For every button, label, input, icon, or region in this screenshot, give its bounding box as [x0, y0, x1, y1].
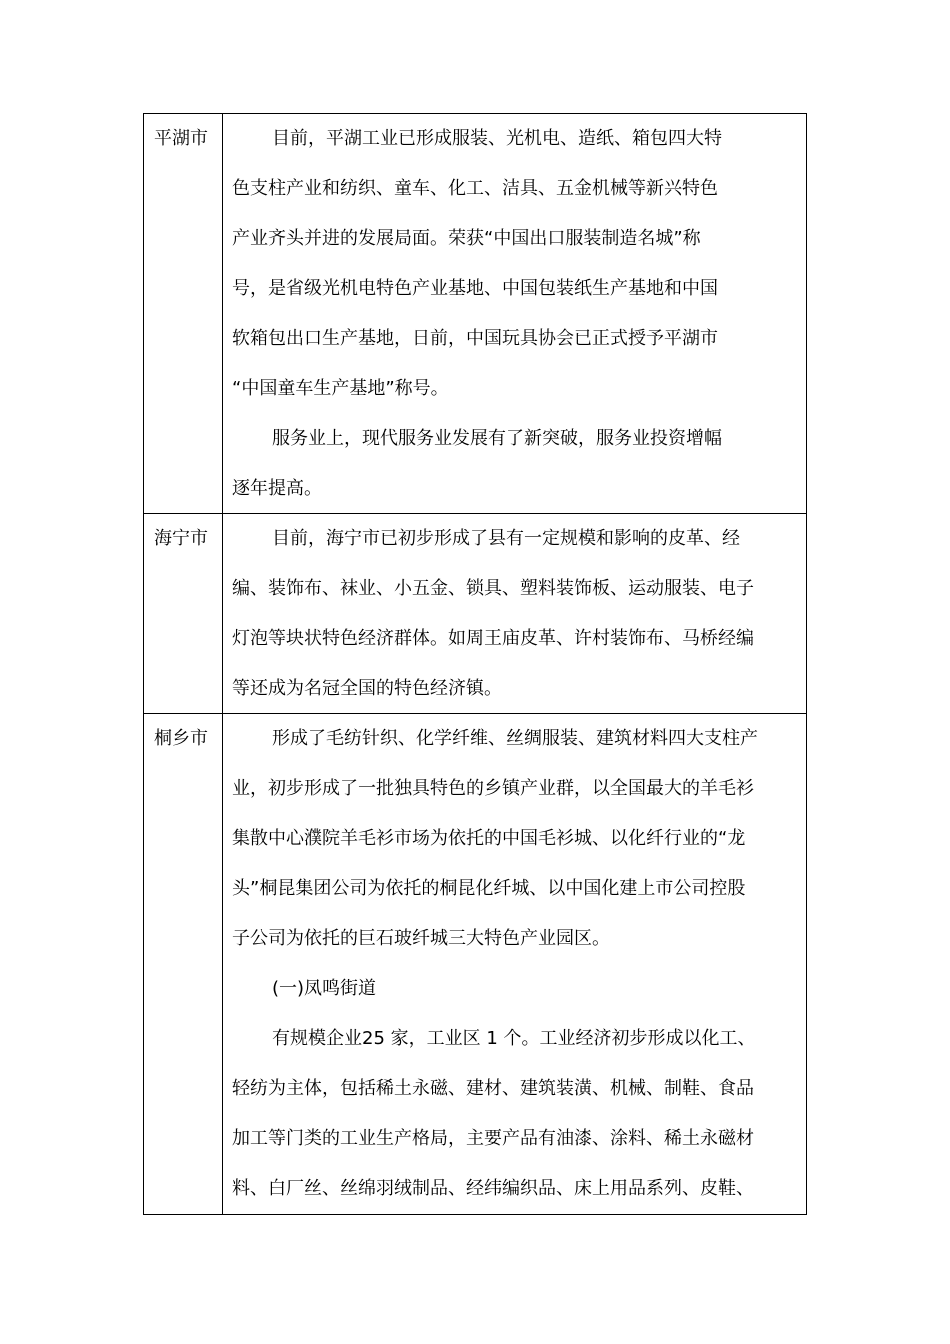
- paragraph-line: 编、装饰布、袜业、小五金、锁具、塑料装饰板、运动服装、电子: [232, 578, 754, 599]
- paragraph-line: 产业齐头并进的发展局面。荣获“中国出口服装制造名城”称: [232, 228, 701, 249]
- city-name-cell: 海宁市: [144, 514, 223, 713]
- description-cell: [223, 114, 806, 513]
- paragraph-line: 加工等门类的工业生产格局，主要产品有油漆、涂料、稀土永磁材: [232, 1128, 754, 1149]
- table-row-haining: [144, 514, 806, 714]
- paragraph-line: 有规模企业25 家，工业区 1 个。工业经济初步形成以化工、: [272, 1028, 756, 1049]
- paragraph-line: 服务业上，现代服务业发展有了新突破，服务业投资增幅: [272, 428, 722, 449]
- paragraph-line: 料、白厂丝、丝绵羽绒制品、经纬编织品、床上用品系列、皮鞋、: [232, 1178, 754, 1199]
- section-heading: (一)凤鸣街道: [272, 978, 377, 999]
- paragraph-line: 子公司为依托的巨石玻纤城三大特色产业园区。: [232, 928, 610, 949]
- table-row-pinghu: [144, 114, 806, 514]
- city-industry-table: [143, 113, 807, 1215]
- paragraph-line: 色支柱产业和纺织、童车、化工、洁具、五金机械等新兴特色: [232, 178, 718, 199]
- paragraph-line: 等还成为名冠全国的特色经济镇。: [232, 678, 502, 699]
- paragraph-line: 软箱包出口生产基地，日前，中国玩具协会已正式授予平湖市: [232, 328, 718, 349]
- description-cell: [223, 514, 806, 713]
- paragraph-line: 逐年提高。: [232, 478, 322, 499]
- paragraph-line: 灯泡等块状特色经济群体。如周王庙皮革、许村装饰布、马桥经编: [232, 628, 754, 649]
- table-row-tongxiang: [144, 714, 806, 1214]
- paragraph-line: 集散中心濮院羊毛衫市场为依托的中国毛衫城、以化纤行业的“龙: [232, 828, 746, 849]
- paragraph-line: 目前，海宁市已初步形成了县有一定规模和影响的皮革、经: [272, 528, 740, 549]
- paragraph-line: 目前，平湖工业已形成服装、光机电、造纸、箱包四大特: [272, 128, 722, 149]
- city-name-cell: 桐乡市: [144, 714, 223, 1214]
- paragraph-line: 轻纺为主体，包括稀土永磁、建材、建筑装潢、机械、制鞋、食品: [232, 1078, 754, 1099]
- paragraph-line: 头”桐昆集团公司为依托的桐昆化纤城、以中国化建上市公司控股: [232, 878, 746, 899]
- paragraph-line: 业，初步形成了一批独具特色的乡镇产业群，以全国最大的羊毛衫: [232, 778, 754, 799]
- paragraph-line: 号，是省级光机电特色产业基地、中国包装纸生产基地和中国: [232, 278, 718, 299]
- paragraph-line: 形成了毛纺针织、化学纤维、丝绸服装、建筑材料四大支柱产: [272, 728, 758, 749]
- city-name-cell: 平湖市: [144, 114, 223, 513]
- description-cell: [223, 714, 806, 1214]
- paragraph-line: “中国童车生产基地”称号。: [232, 378, 449, 399]
